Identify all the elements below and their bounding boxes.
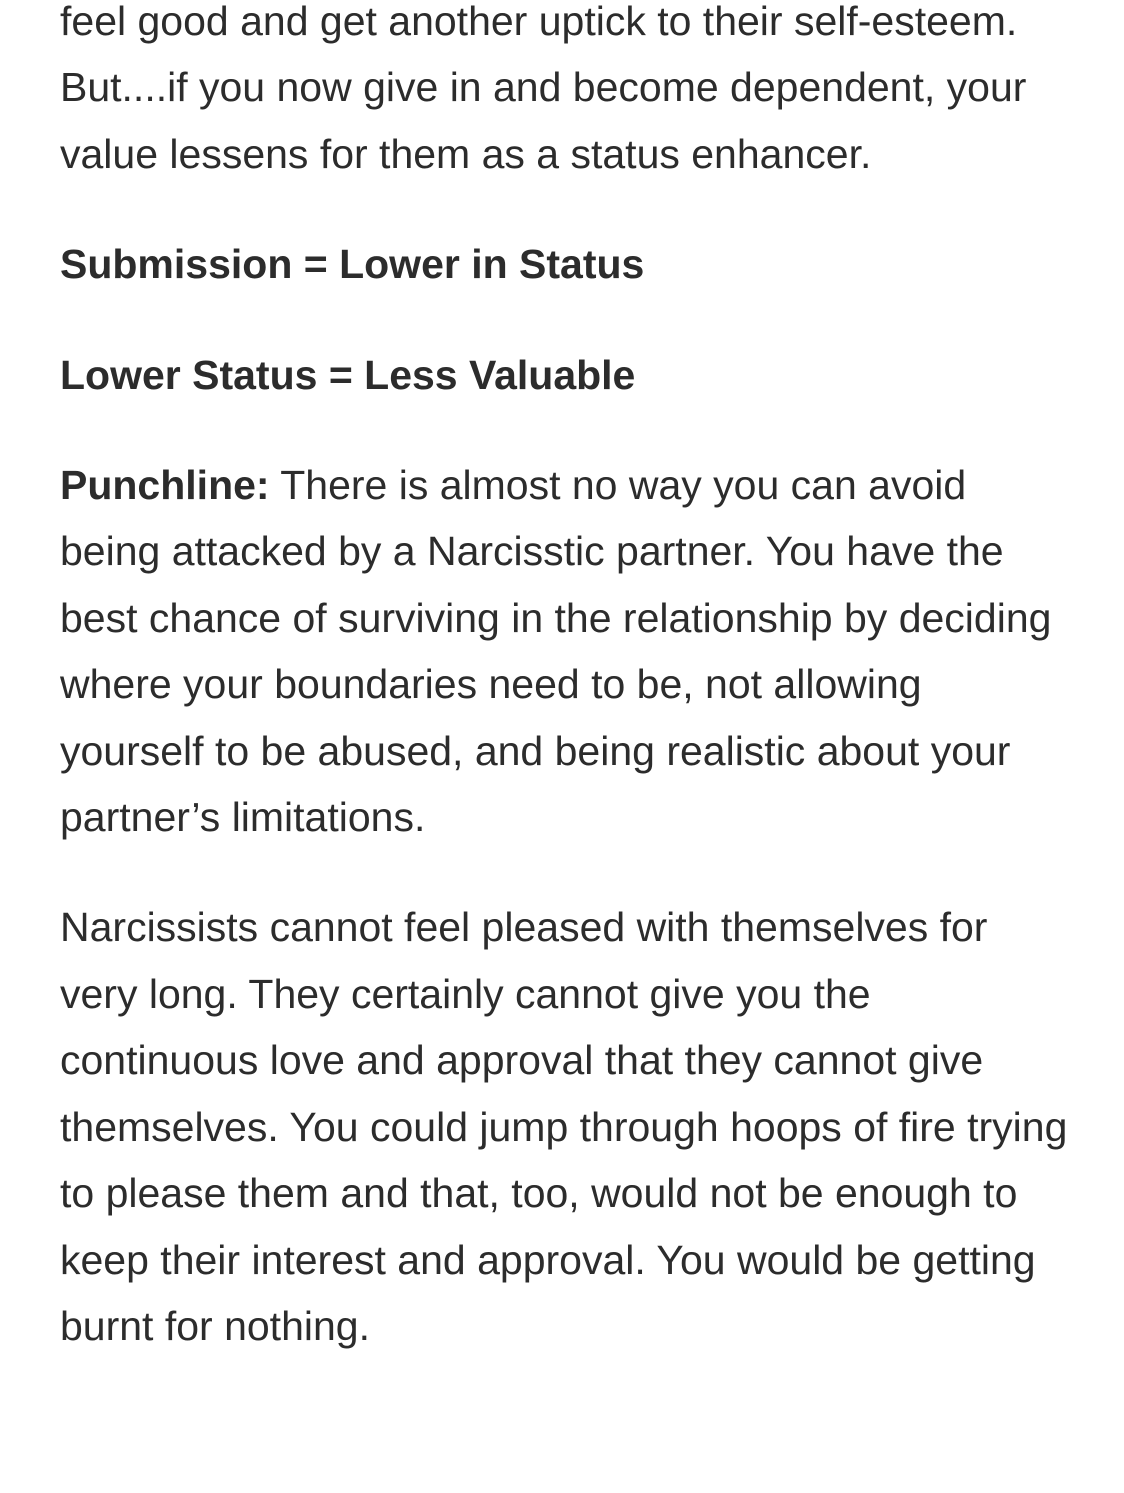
punchline-text: There is almost no way you can avoid being attacked by a Narcisstic partner. You have the best chance of surviving in the relationship by deciding where your boundaries need to be, not allowing yourself to be abused, and being realistic about your partner’s limitations. xyxy=(60,462,1052,841)
paragraph-status-enhancer: feel good and get another uptick to their self-esteem. But....if you now give in and become dependent, your value lessens for them as a status enhancer. xyxy=(60,0,1027,177)
heading-submission: Submission = Lower in Status xyxy=(60,241,645,288)
punchline-label: Punchline: xyxy=(60,462,270,509)
paragraph-narcissists: Narcissists cannot feel pleased with themselves for very long. They certainly cannot give you the continuous love and approval that they cannot give themselves. You could jump through hoops of fire trying to please them and that, too, would not be enough to keep their interest and approval. You would be getting burnt for nothing. xyxy=(60,904,1068,1349)
heading-lower-status: Lower Status = Less Valuable xyxy=(60,351,636,398)
paragraph-punchline xyxy=(60,452,1074,850)
